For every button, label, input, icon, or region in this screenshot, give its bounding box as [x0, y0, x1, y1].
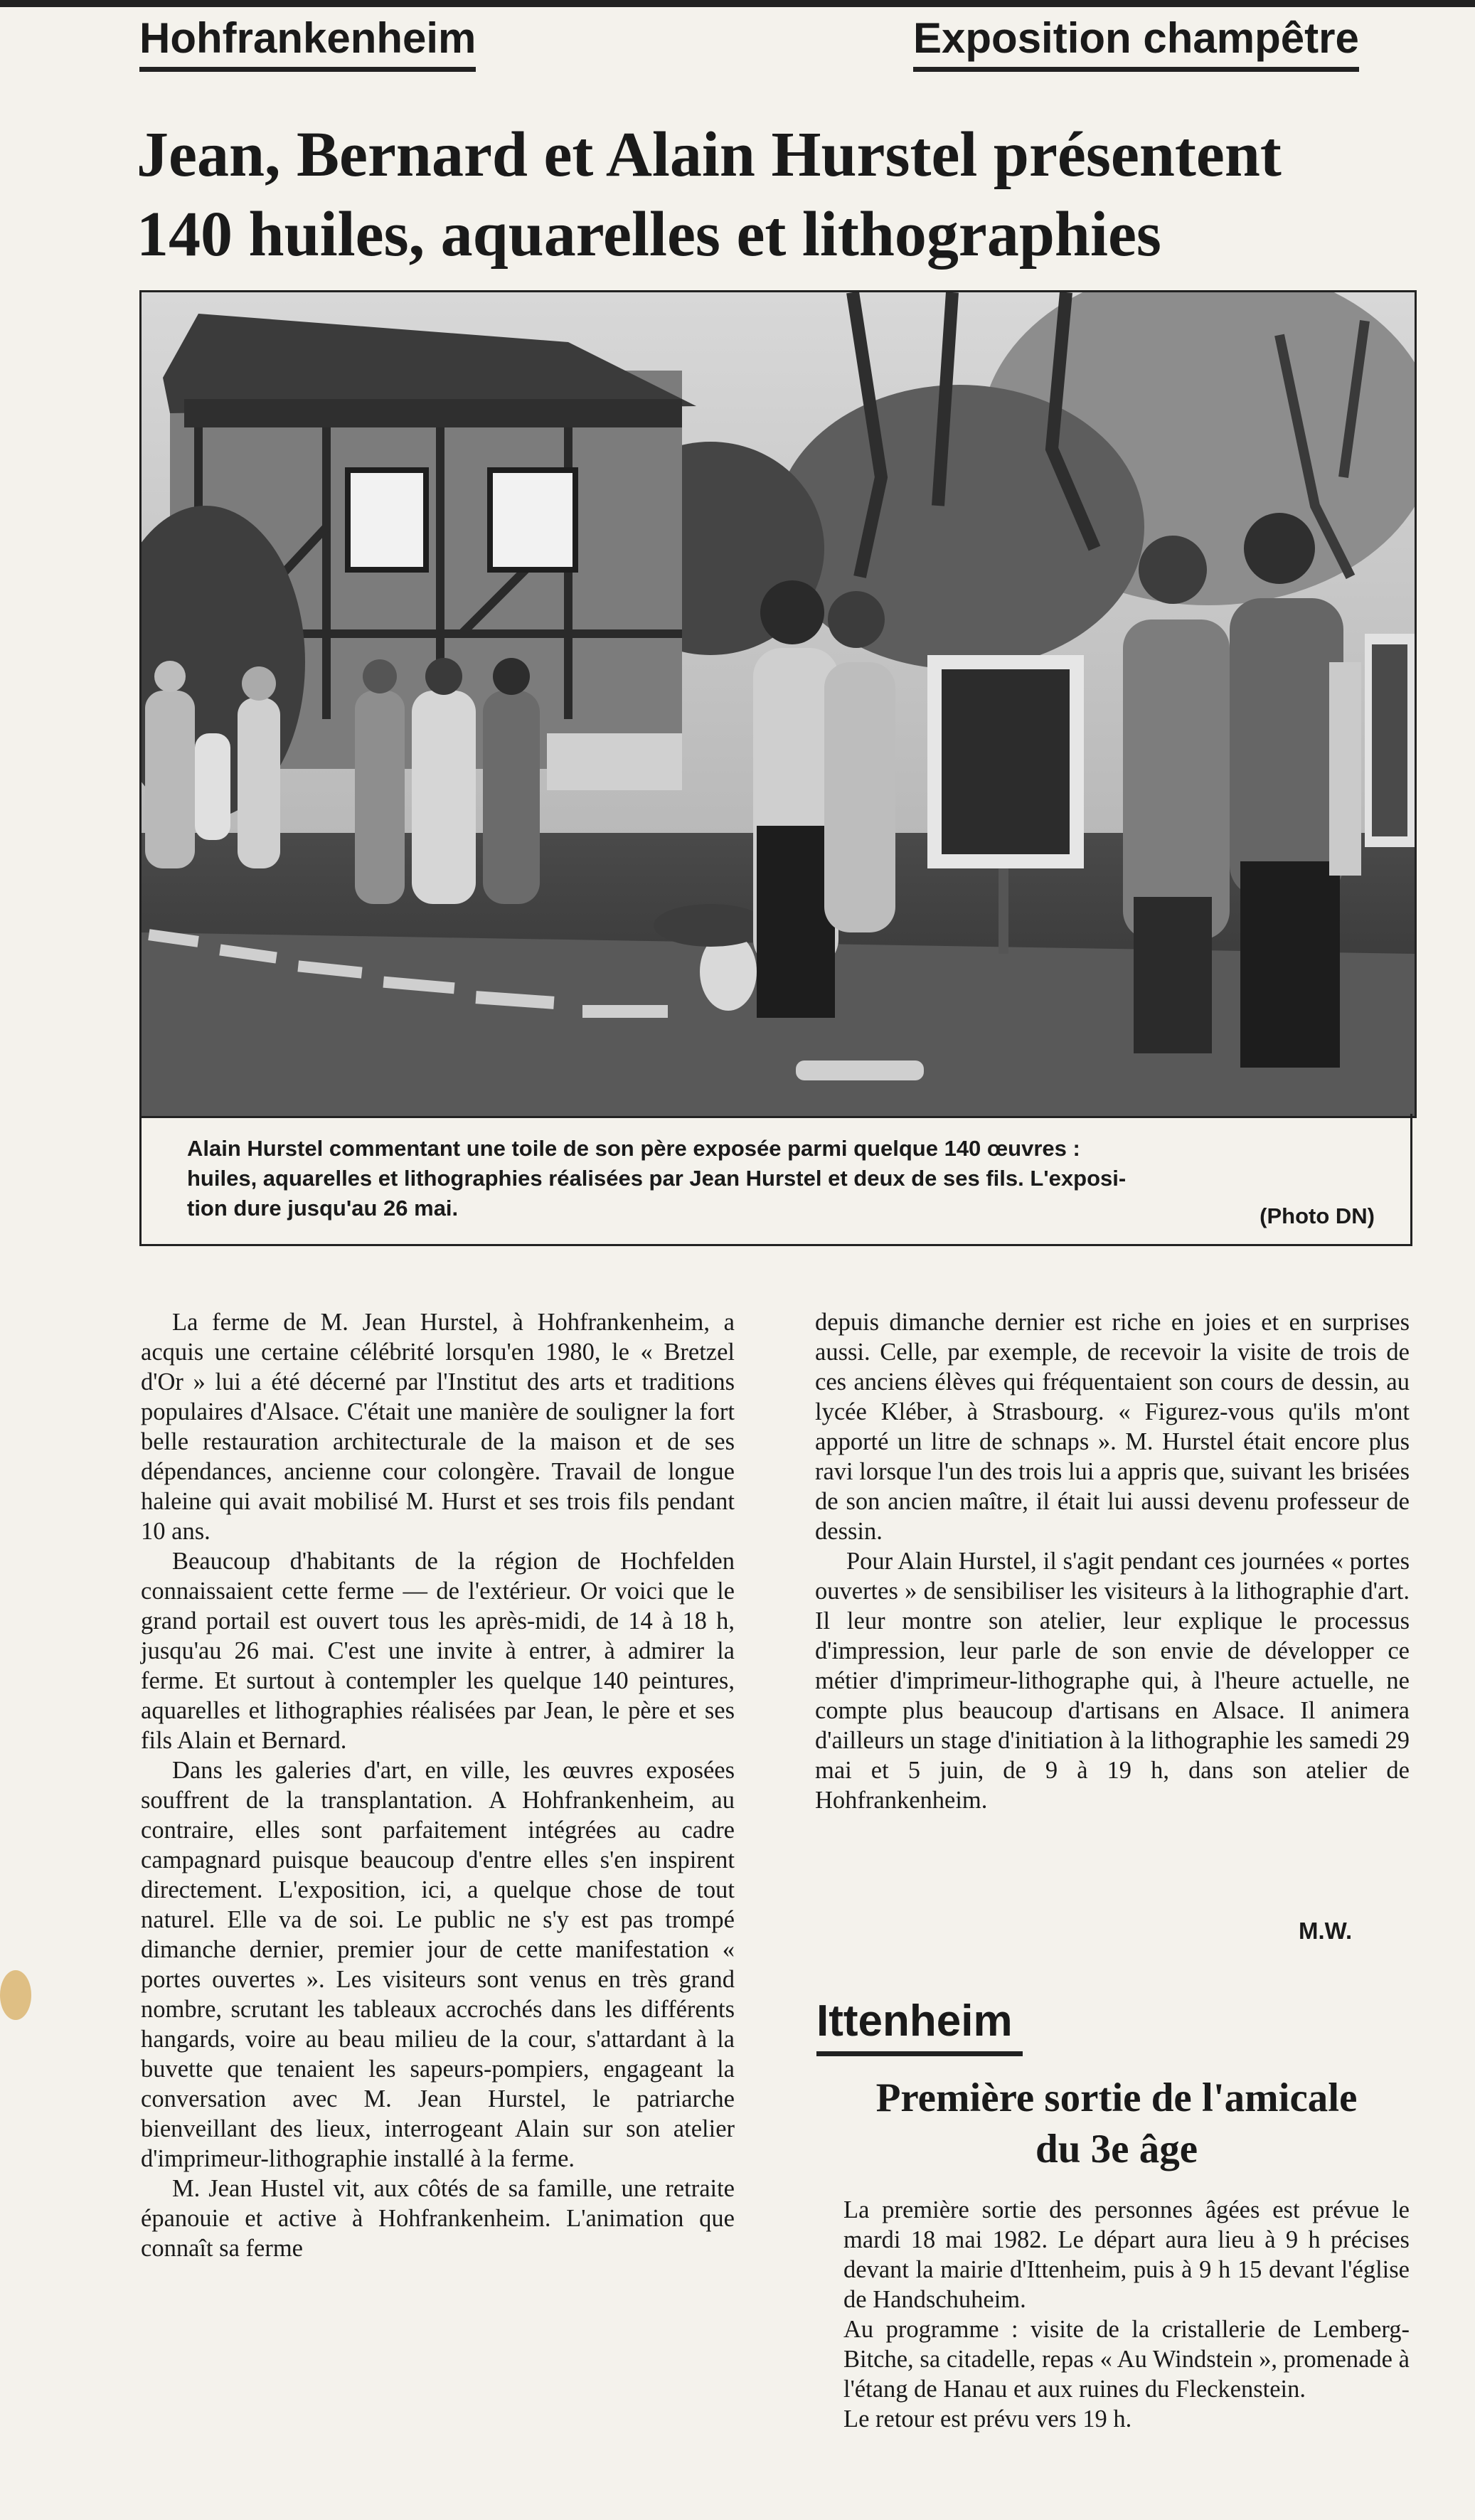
author-signature: M.W. [1299, 1918, 1353, 1944]
article-column-2 [815, 1307, 1410, 1815]
caption-line-1: Alain Hurstel commentant une toile de son père exposée parmi quelque 140 œuvres : [187, 1136, 1080, 1161]
article-2-paragraph: Au programme : visite de la cristallerie de Lemberg-Bitche, sa citadelle, repas « Au Windstein », promenade à l'étang de Hanau et aux ruines du Fleckenstein. [843, 2316, 1410, 2403]
top-rule [0, 0, 1475, 7]
article-photo [139, 290, 1417, 1118]
headline-line-1: Jean, Bernard et Alain Hurstel présentent [137, 119, 1282, 190]
article-paragraph: M. Jean Hustel vit, aux côtés de sa famille, une retraite épanouie et active à Hohfrankenheim. L'animation que connaît sa ferme [141, 2175, 735, 2262]
caption-line-2: huiles, aquarelles et lithographies réalisées par Jean Hurstel et deux de ses fils. L'exposi- [187, 1166, 1127, 1191]
paper-stain [0, 1970, 31, 2020]
headline-2 [811, 2073, 1422, 2175]
photo-caption [139, 1114, 1412, 1246]
headline-line-2: 140 huiles, aquarelles et lithographies [137, 199, 1161, 270]
article-2-paragraph: Le retour est prévu vers 19 h. [843, 2405, 1132, 2433]
photo-illustration [142, 292, 1415, 1116]
article-paragraph: La ferme de M. Jean Hurstel, à Hohfrankenheim, a acquis une certaine célébrité lorsqu'en 1980, le « Bretzel d'Or » lui a été décerné par l'Institut des arts et traditions populaires d'Alsace. C'était une manière de souligner la fort belle restauration architecturale de la maison et de ses dépendances, ancienne cour colongère. Travail de longue haleine qui avait mobilisé M. Hurst et ses trois fils pendant 10 ans. [141, 1309, 735, 1545]
headline-2-line-1: Première sortie de l'amicale [875, 2075, 1358, 2120]
article-column-1 [141, 1307, 735, 2263]
section-kicker-left: Hohfrankenheim [139, 10, 476, 72]
article-paragraph: Dans les galeries d'art, en ville, les œuvres exposées souffrent de la transplantation. A Hohfrankenheim, au contraire, elles sont parfaitement intégrées au cadre campagnard puisque beaucoup d'entre elles s'en inspirent directement. L'exposition, ici, a quelque chose de tout naturel. Elle va de soi. Le public ne s'y est pas trompé dimanche dernier, premier jour de cette manifestation « portes ouvertes ». Les visiteurs sont venus en très grand nombre, scrutant les tableaux accrochés dans les différents hangards, voire au beau milieu de la cour, s'attardant à la buvette que tenaient les sapeurs-pompiers, engageant la conversation avec M. Jean Hurstel, le patriarche bienveillant des lieux, interrogeant Alain sur son atelier d'imprimeur-lithographie installé à la ferme. [141, 1757, 735, 2172]
headline-2-line-2: du 3e âge [1035, 2127, 1198, 2171]
article-paragraph: depuis dimanche dernier est riche en joies et en surprises aussi. Celle, par exemple, de recevoir la visite de trois de ces anciens élèves qui fréquentaient son cours de dessin, au lycée Kléber, à Strasbourg. « Figurez-vous qu'ils m'ont apporté un litre de schnaps ». M. Hurstel était encore plus ravi lorsque l'un des trois lui a appris que, suivant les brisées de son ancien maître, il était lui aussi devenu professeur de dessin. [815, 1309, 1410, 1545]
section-kicker-right: Exposition champêtre [913, 10, 1359, 72]
photo-credit: (Photo DN) [1260, 1203, 1375, 1228]
article-2-body [843, 2195, 1410, 2434]
article-paragraph: Pour Alain Hurstel, il s'agit pendant ces journées « portes ouvertes » de sensibiliser les visiteurs à la lithographie d'art. Il leur montre son atelier, leur explique le processus d'impression, leur parle de son envie de développer ce métier d'imprimeur-lithographe qui, à l'heure actuelle, ne compte plus beaucoup d'artisans en Alsace. Il animera d'ailleurs un stage d'initiation à la lithographie les samedi 29 mai et 5 juin, de 9 à 19 h, dans son atelier de Hohfrankenheim. [815, 1548, 1410, 1814]
article-2-paragraph: La première sortie des personnes âgées est prévue le mardi 18 mai 1982. Le départ aura lieu à 9 h précises devant la mairie d'Ittenheim, puis à 9 h 15 devant l'église de Handschuheim. [843, 2196, 1410, 2313]
section-kicker-ittenheim: Ittenheim [816, 1992, 1023, 2056]
headline [137, 115, 1431, 275]
article-paragraph: Beaucoup d'habitants de la région de Hochfelden connaissaient cette ferme — de l'extérieur. Or voici que le grand portail est ouvert tous les après-midi, de 14 à 18 h, jusqu'au 26 mai. C'est une invite à entrer, à admirer la ferme. Et surtout à contempler les quelque 140 peintures, aquarelles et lithographies réalisées par Jean, le père et ses fils Alain et Bernard. [141, 1548, 735, 1754]
caption-line-3: tion dure jusqu'au 26 mai. [187, 1196, 459, 1221]
